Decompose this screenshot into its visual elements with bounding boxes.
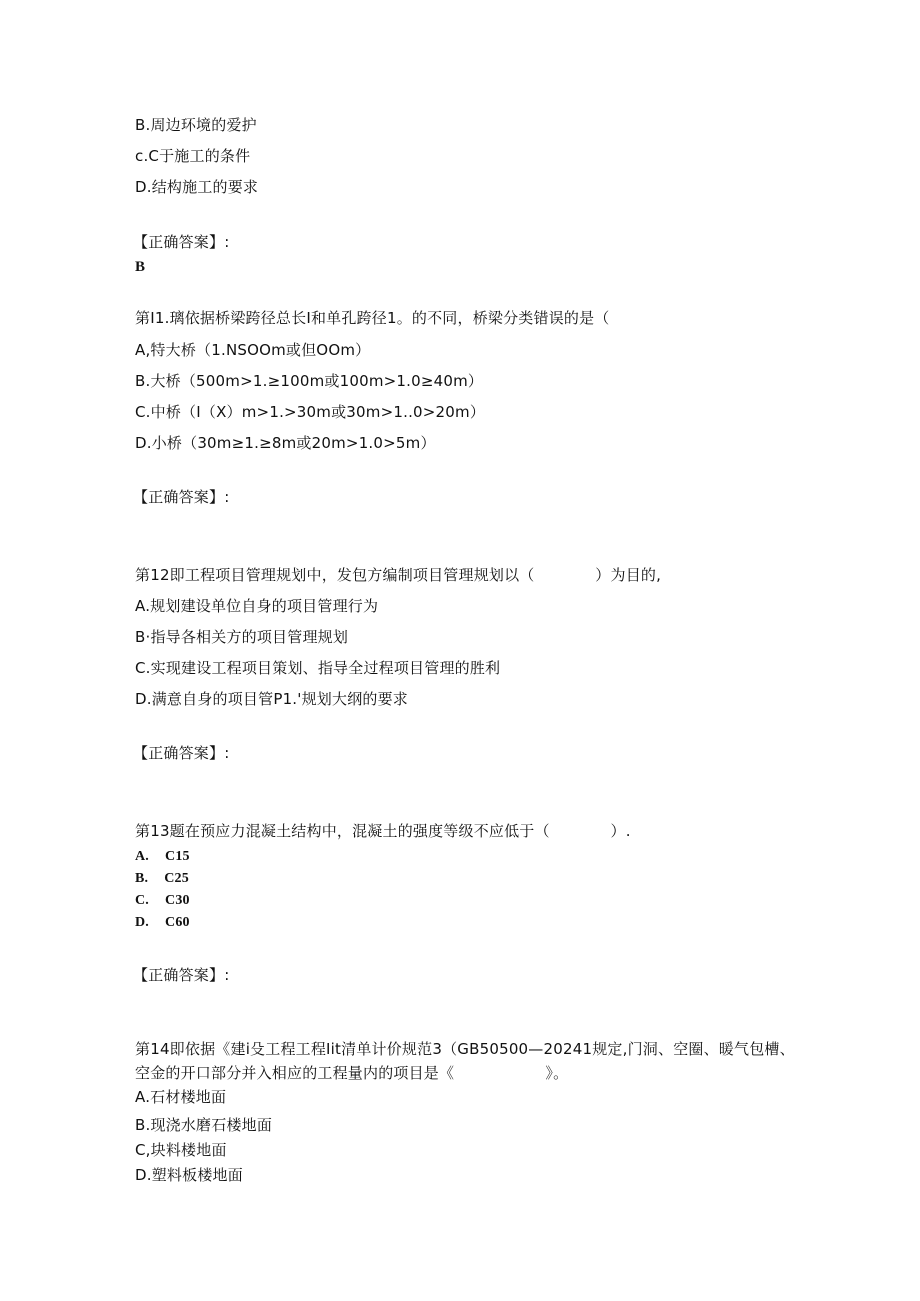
q13-option-a [135, 847, 190, 867]
q10-option-b: B.周边环境的爱护 [135, 116, 257, 134]
q13-option-b-letter: B. [135, 871, 149, 886]
q13-option-a-value: C15 [165, 849, 190, 864]
q13-option-c-letter: C. [135, 893, 150, 908]
q10-option-d: D.结构施工的要求 [135, 178, 259, 196]
q14-option-a: A.石材楼地面 [135, 1088, 227, 1106]
q12-option-c: C.实现建设工程项目策划、指导全过程项目管理的胜利 [135, 659, 501, 677]
q11-option-b: B.大桥（500m>1.≥100m或100m>1.0≥40m） [135, 372, 484, 390]
q10-answer-label: 【正确答案】: [133, 233, 230, 251]
q12-answer-label: 【正确答案】: [133, 744, 230, 762]
q13-option-d-letter: D. [135, 915, 150, 930]
q14-option-d: D.塑料板楼地面 [135, 1166, 243, 1184]
q13-answer-label: 【正确答案】: [133, 966, 230, 984]
q14-option-c: C,块料楼地面 [135, 1141, 227, 1159]
q12-option-d: D.满意自身的项目管P1.'规划大纲的要求 [135, 690, 409, 708]
q12-stem: 第12即工程项目管理规划中，发包方编制项目管理规划以（ ）为目的, [135, 566, 662, 584]
q13-option-a-letter: A. [135, 849, 150, 864]
q14-option-b: B.现浇水磨石楼地面 [135, 1116, 273, 1134]
q11-option-c: C.中桥（I（X）m>1.>30m或30m>1..0>20m） [135, 403, 486, 421]
q13-option-d-value: C60 [165, 915, 190, 930]
q10-answer-value: B [135, 259, 146, 275]
q14-stem-line2: 空金的开口部分并入相应的工程量内的项目是《 》。 [135, 1064, 569, 1082]
q11-option-a: A,特大桥（1.NSOOm或但OOm） [135, 341, 371, 359]
q13-option-c-value: C30 [165, 893, 190, 908]
q14-stem-line1: 第14即依据《建i殳工程工程Iit清单计价规范3（GB50500—20241规定,门洞、空圈、暖气包槽、 [135, 1040, 795, 1058]
q13-option-d [135, 913, 190, 933]
q11-option-d: D.小桥（30m≥1.≥8m或20m>1.0>5m） [135, 434, 436, 452]
q12-option-b: B·指导各相关方的项目管理规划 [135, 628, 349, 646]
q13-option-b-value: C25 [164, 871, 189, 886]
q10-option-c: c.C于施工的条件 [135, 147, 251, 165]
q12-option-a: A.规划建设单位自身的项目管理行为 [135, 597, 379, 615]
q11-stem: 第I1.璃依据桥梁跨径总长I和单孔跨径1。的不同，桥梁分类错误的是（ [135, 309, 610, 327]
q13-stem: 第13题在预应力混凝土结构中，混凝土的强度等级不应低于（ ）. [135, 822, 631, 840]
q13-option-c [135, 891, 190, 911]
q13-option-b [135, 869, 189, 889]
q11-answer-label: 【正确答案】: [133, 488, 230, 506]
